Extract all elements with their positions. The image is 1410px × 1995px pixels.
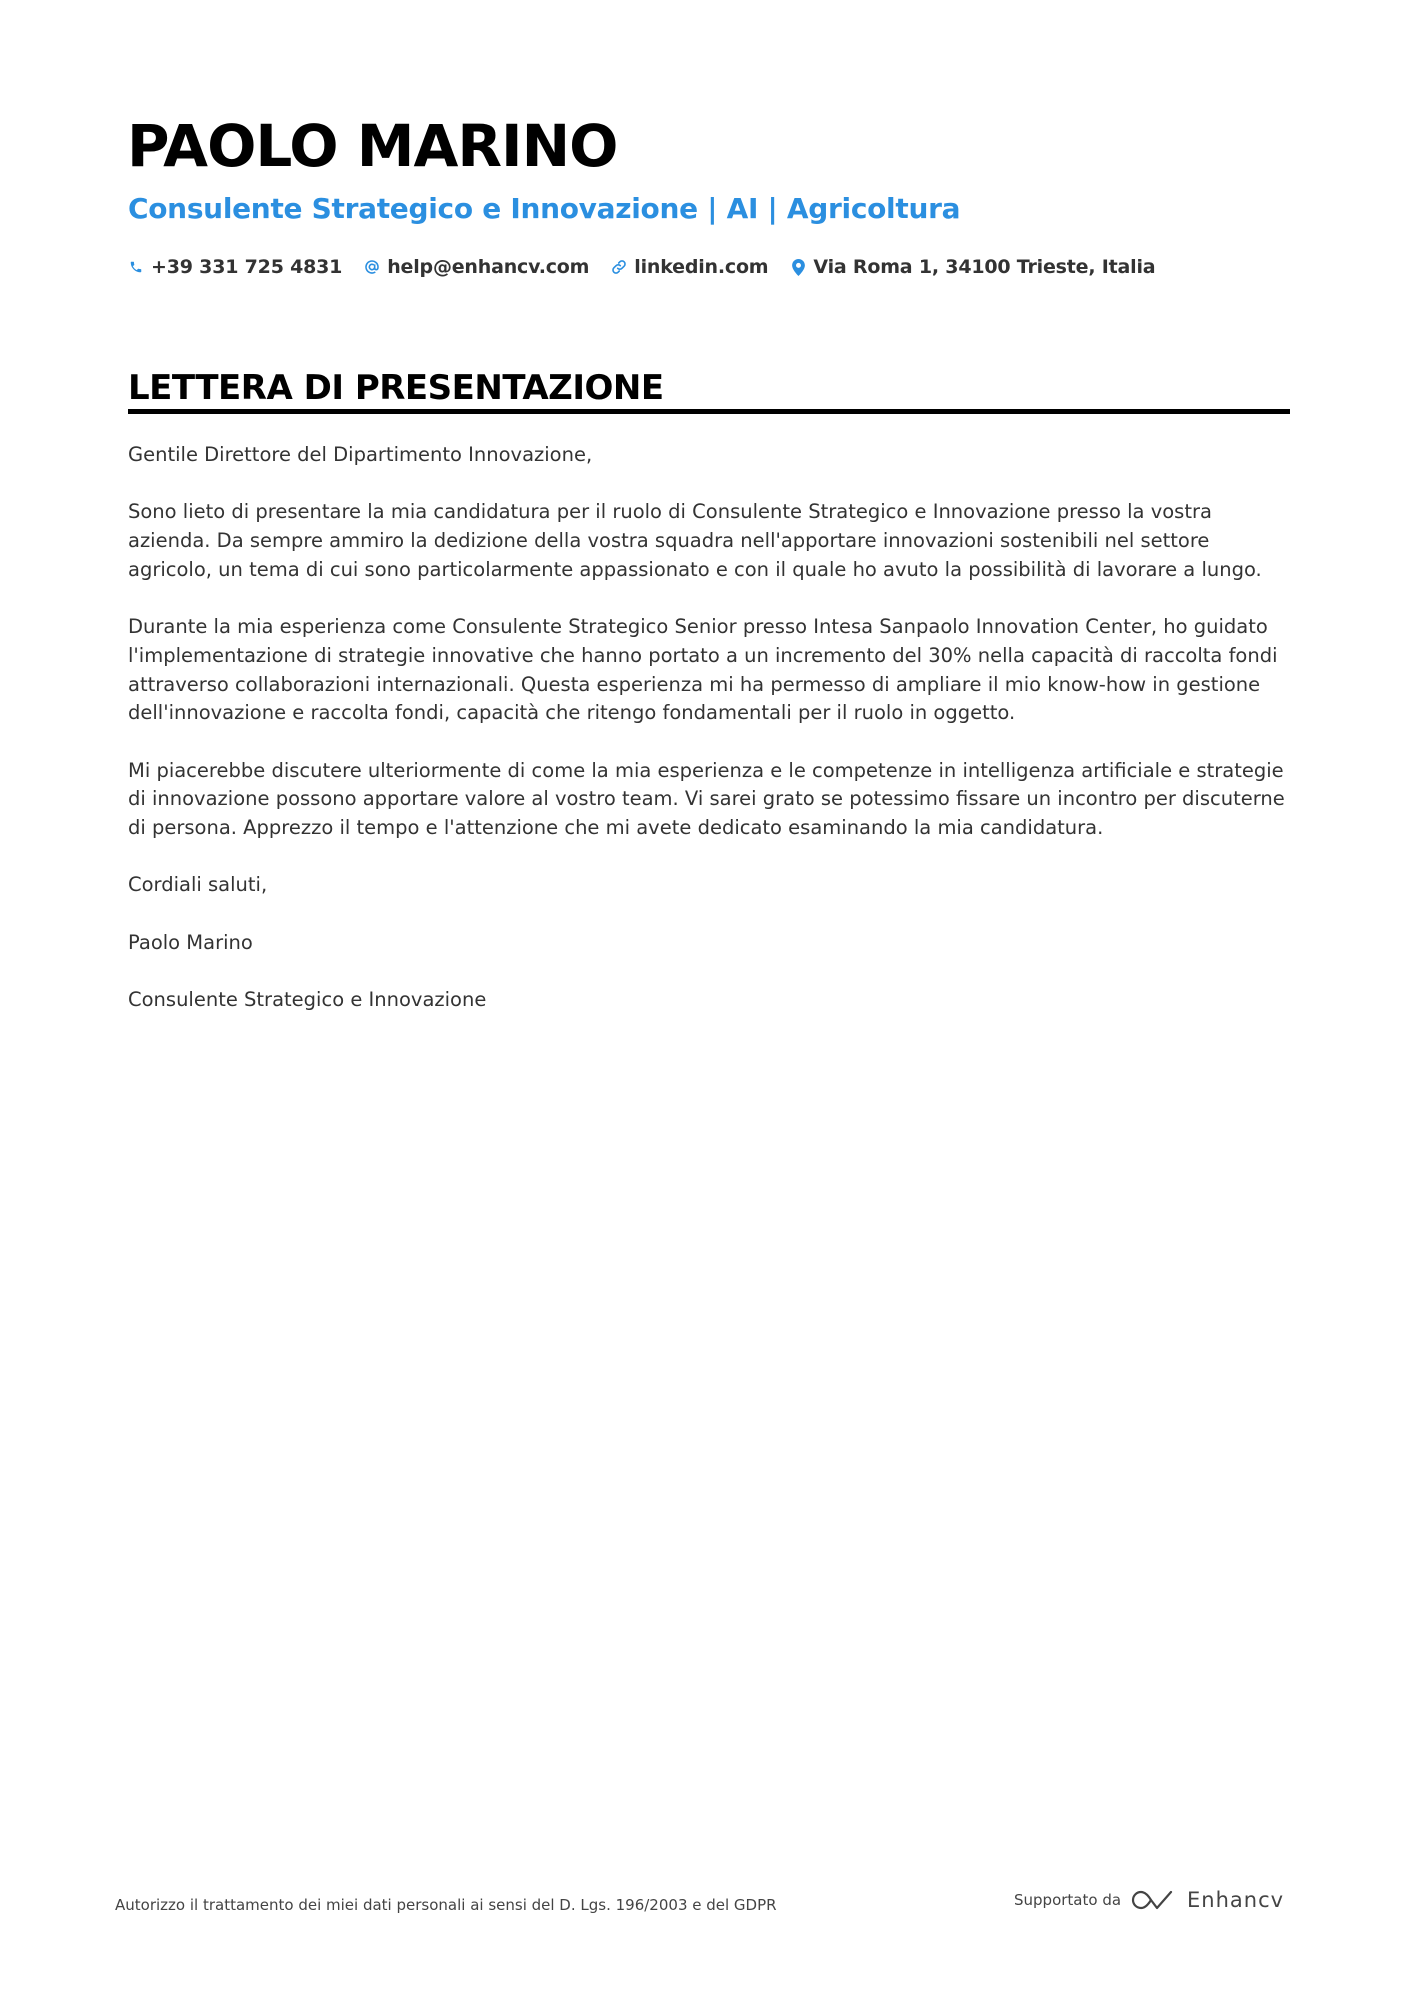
privacy-note: Autorizzo il trattamento dei miei dati personali ai sensi del D. Lgs. 196/2003 e del GDPR [115, 1896, 777, 1914]
signature-name: Paolo Marino [128, 930, 253, 954]
enhancv-logo-icon [1131, 1888, 1175, 1912]
brand-name: Enhancv [1187, 1888, 1285, 1912]
letter-paragraph: Mi piacerebbe discutere ulteriormente di come la mia esperienza e le competenze in intelligenza artificiale e strategie di innovazione possono apportare valore al vostro team. Vi sarei grato se potessimo fissare un incontro per discuterne di persona. Apprezzo il tempo e l'attenzione che mi avete dedicato esaminando la mia candidatura. [128, 758, 1285, 840]
letter-greeting: Gentile Direttore del Dipartimento Innovazione, [128, 443, 593, 466]
contact-phone [128, 256, 342, 278]
section-divider [128, 409, 1290, 414]
contact-phone-text: +39 331 725 4831 [151, 256, 343, 278]
phone-icon [128, 258, 144, 276]
candidate-title: Consulente Strategico e Innovazione | AI | Agricoltura [128, 192, 961, 225]
at-icon [364, 258, 380, 276]
contact-bar [128, 252, 1177, 282]
contact-address [790, 256, 1155, 278]
contact-email [364, 256, 589, 278]
contact-address-text: Via Roma 1, 34100 Trieste, Italia [813, 256, 1156, 278]
contact-website-text: linkedin.com [634, 256, 769, 278]
candidate-name: PAOLO MARINO [127, 112, 618, 180]
link-icon [611, 258, 627, 276]
signature-title: Consulente Strategico e Innovazione [128, 988, 487, 1012]
contact-website [611, 256, 768, 278]
contact-email-text: help@enhancv.com [387, 256, 590, 278]
letter-paragraph: Sono lieto di presentare la mia candidatura per il ruolo di Consulente Strategico e Innovazione presso la vostra azienda. Da sempre ammiro la dedizione della vostra squadra nell'apportare innovazioni sostenibili nel settore agricolo, un tema di cui sono particolarmente appassionato e con il quale ho avuto la possibilità di lavorare a lungo. [128, 500, 1262, 581]
powered-by-label: Supportato da [1014, 1891, 1122, 1909]
section-title: LETTERA DI PRESENTAZIONE [128, 368, 664, 408]
location-pin-icon [790, 258, 806, 276]
letter-paragraph: Durante la mia esperienza come Consulente Strategico Senior presso Intesa Sanpaolo Innovation Center, ho guidato l'implementazione di strategie innovative che hanno portato a un incremento del 30% nella capacità di raccolta fondi attraverso collaborazioni internazionali. Questa esperienza mi ha permesso di ampliare il mio know-how in gestione dell'innovazione e raccolta fondi, capacità che ritengo fondamentali per il ruolo in oggetto. [128, 615, 1278, 725]
letter-body [128, 441, 1294, 1044]
letter-closing: Cordiali saluti, [128, 873, 268, 897]
powered-by [1014, 1888, 1284, 1912]
